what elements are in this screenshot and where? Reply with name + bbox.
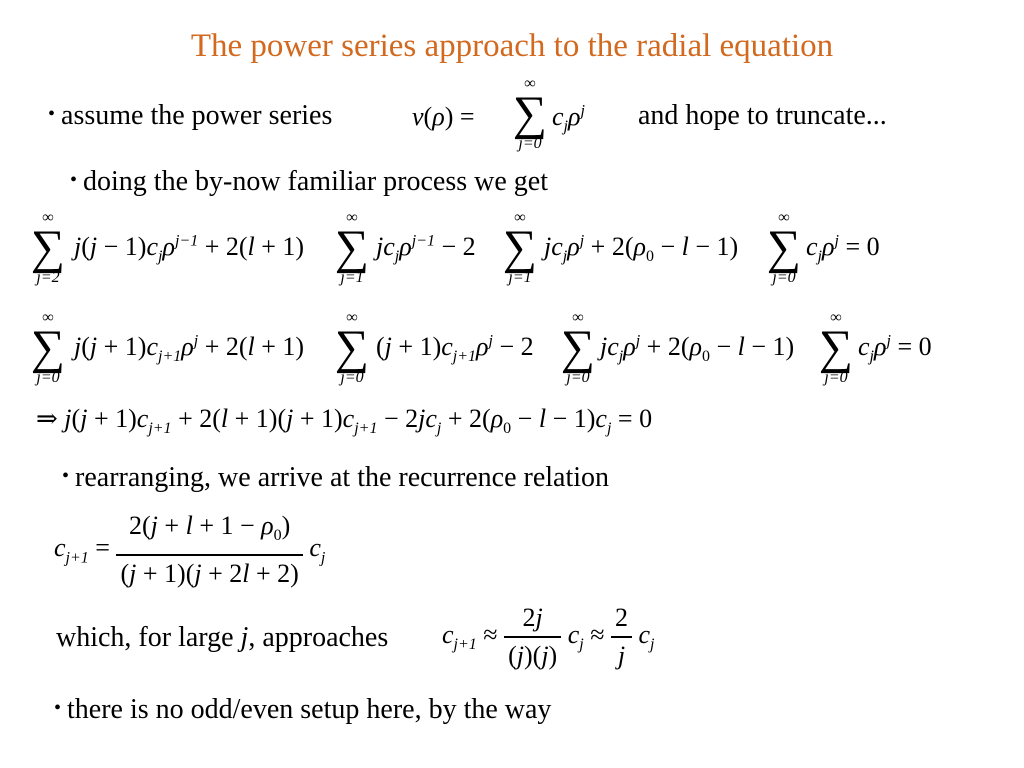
sum-symbol: ∞ ∑ j=0: [30, 309, 66, 386]
equation-line-1-part-2: $jc_j\rho^{j-1} - 2$: [376, 232, 476, 266]
bullet-2-text: doing the by-now familiar process we get: [83, 166, 548, 197]
equation-line-2-part-2: $(j + 1)c_{j+1}\rho^j - 2$: [376, 332, 534, 366]
large-j-text-a: which, for large: [56, 622, 234, 653]
bullet-power-series: [48, 100, 332, 132]
bullet-3-text: rearranging, we arrive at the recurrence relation: [75, 462, 610, 493]
sum-symbol: ∞ ∑ j=0: [818, 309, 854, 386]
recurrence-relation: $c_{j+1}$ = $\frac{2(j + l + 1 - \rho_0)}{(j + 1)(j + 2l + 2)}$ $c_j$: [54, 508, 325, 592]
equation-line-1-part-4: $c_j\rho^j = 0$: [806, 232, 880, 266]
equation-line-2-part-4: $c_j\rho^j = 0$: [858, 332, 932, 366]
series-term: $c_j\rho^j$: [552, 102, 585, 136]
bullet-odd-even: [54, 694, 551, 726]
bullet-dot: •: [70, 169, 78, 191]
bullet-5-text: there is no odd/even setup here, by the way: [67, 694, 552, 725]
equation-line-2-part-1: $j(j + 1)c_{j+1}\rho^j + 2(l + 1)$: [74, 332, 305, 366]
sum-symbol: ∞ ∑ j=2: [30, 209, 66, 286]
sum-symbol: ∞ ∑ j=1: [334, 209, 370, 286]
equation-line-2-part-3: $jc_j\rho^j + 2(\rho_0 - l - 1)$: [600, 332, 795, 366]
equation-line-1-part-1: $j(j - 1)c_j\rho^{j-1} + 2(l + 1)$: [74, 232, 305, 266]
bullet-dot: •: [54, 697, 62, 719]
equation-line-3: ⇒ $j(j + 1)c_{j+1} + 2(l + 1)(j + 1)c_{j+1} - 2jc_j + 2(\rho_0 - l - 1)c_j = 0$: [36, 404, 653, 438]
sum-symbol: ∞ ∑ j=0: [512, 75, 548, 152]
bullet-rearranging: [62, 462, 609, 494]
large-j-text: [56, 622, 388, 654]
recurrence-fraction: $\frac{2(j + l + 1 - \rho_0)}{(j + 1)(j + 2l + 2)}$: [116, 508, 302, 592]
approx-fraction-1: $\frac{2j}{(j)(j)}$: [504, 600, 561, 674]
sum-symbol: ∞ ∑ j=1: [502, 209, 538, 286]
bullet-1-text: assume the power series: [61, 100, 333, 131]
bullet-dot: •: [62, 465, 70, 487]
sum-symbol: ∞ ∑ j=0: [766, 209, 802, 286]
large-j-text-c: , approaches: [248, 622, 389, 653]
large-j-symbol: j: [240, 622, 249, 653]
equation-line-1-part-3: $jc_j\rho^j + 2(\rho_0 - l - 1)$: [544, 232, 739, 266]
bullet-1-trailing-text: and hope to truncate...: [638, 100, 887, 131]
large-j-approximation: $c_{j+1}$ ≈ $\frac{2j}{(j)(j)}$ $c_j$ ≈ $\frac{2}{j}$ $c_j$: [442, 600, 655, 674]
bullet-dot: •: [48, 103, 56, 125]
approx-fraction-2: $\frac{2}{j}$: [611, 600, 632, 674]
sum-symbol: ∞ ∑ j=0: [560, 309, 596, 386]
equation-power-series: v(ρ) =: [412, 102, 475, 131]
sum-symbol: ∞ ∑ j=0: [334, 309, 370, 386]
bullet-process: [70, 166, 548, 198]
slide-title: The power series approach to the radial equation: [190, 28, 834, 64]
